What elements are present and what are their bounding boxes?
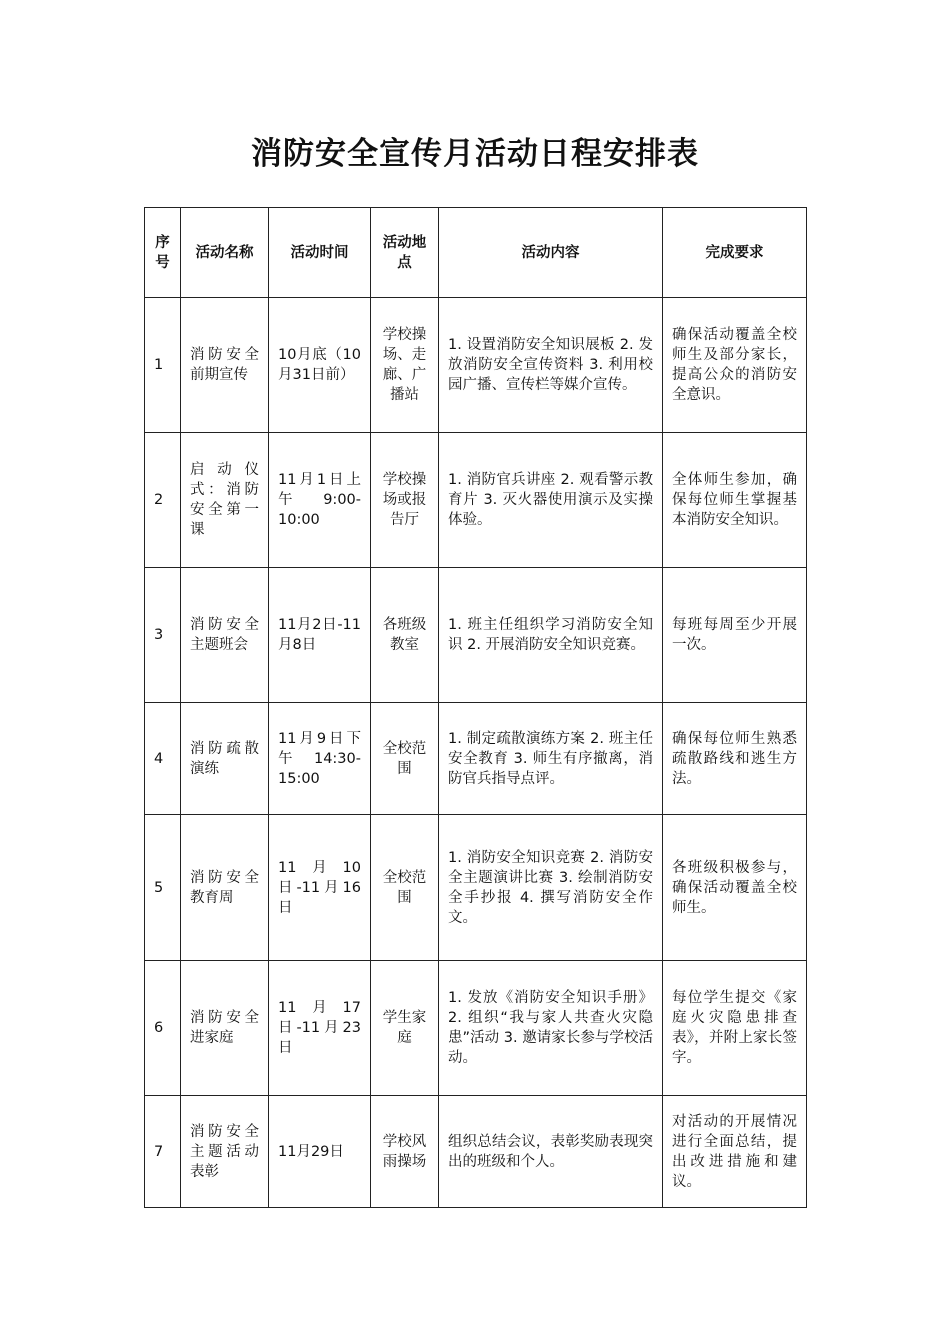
cell-content: 1. 设置消防安全知识展板 2. 发放消防安全宣传资料 3. 利用校园广播、宣传栏等媒介宣传。 bbox=[439, 298, 663, 433]
cell-time: 11月17日-11月23日 bbox=[269, 961, 371, 1096]
cell-content: 1. 消防官兵讲座 2. 观看警示教育片 3. 灭火器使用演示及实操体验。 bbox=[439, 433, 663, 568]
table-row bbox=[145, 433, 807, 568]
header-place: 活动地点 bbox=[371, 208, 439, 298]
cell-requirement: 每班每周至少开展一次。 bbox=[663, 568, 807, 703]
header-no: 序号 bbox=[145, 208, 181, 298]
header-content: 活动内容 bbox=[439, 208, 663, 298]
cell-requirement: 对活动的开展情况进行全面总结，提出改进措施和建议。 bbox=[663, 1096, 807, 1208]
cell-time: 11月1日上午9:00-10:00 bbox=[269, 433, 371, 568]
cell-name: 消防安全教育周 bbox=[181, 815, 269, 961]
cell-content: 1. 班主任组织学习消防安全知识 2. 开展消防安全知识竞赛。 bbox=[439, 568, 663, 703]
cell-time: 11月9日下午14:30-15:00 bbox=[269, 703, 371, 815]
table-row bbox=[145, 568, 807, 703]
cell-place: 全校范围 bbox=[371, 703, 439, 815]
cell-name: 启动仪式：消防安全第一课 bbox=[181, 433, 269, 568]
cell-time: 11月29日 bbox=[269, 1096, 371, 1208]
cell-no: 3 bbox=[145, 568, 181, 703]
cell-no: 7 bbox=[145, 1096, 181, 1208]
document-title: 消防安全宣传月活动日程安排表 bbox=[251, 136, 699, 172]
cell-content: 1. 制定疏散演练方案 2. 班主任安全教育 3. 师生有序撤离，消防官兵指导点评。 bbox=[439, 703, 663, 815]
table-row bbox=[145, 1096, 807, 1208]
cell-requirement: 每位学生提交《家庭火灾隐患排查表》，并附上家长签字。 bbox=[663, 961, 807, 1096]
cell-name: 消防安全进家庭 bbox=[181, 961, 269, 1096]
cell-place: 全校范围 bbox=[371, 815, 439, 961]
cell-no: 4 bbox=[145, 703, 181, 815]
cell-name: 消防安全主题班会 bbox=[181, 568, 269, 703]
cell-place: 学校操场、走廊、广播站 bbox=[371, 298, 439, 433]
cell-requirement: 全体师生参加，确保每位师生掌握基本消防安全知识。 bbox=[663, 433, 807, 568]
cell-requirement: 确保活动覆盖全校师生及部分家长，提高公众的消防安全意识。 bbox=[663, 298, 807, 433]
header-requirement: 完成要求 bbox=[663, 208, 807, 298]
cell-name: 消防安全主题活动表彰 bbox=[181, 1096, 269, 1208]
cell-time: 10月底（10月31日前） bbox=[269, 298, 371, 433]
cell-place: 学校风雨操场 bbox=[371, 1096, 439, 1208]
cell-content: 1. 发放《消防安全知识手册》2. 组织“我与家人共查火灾隐患”活动 3. 邀请家长参与学校活动。 bbox=[439, 961, 663, 1096]
cell-no: 1 bbox=[145, 298, 181, 433]
header-time: 活动时间 bbox=[269, 208, 371, 298]
table-row bbox=[145, 961, 807, 1096]
table-row bbox=[145, 815, 807, 961]
cell-requirement: 确保每位师生熟悉疏散路线和逃生方法。 bbox=[663, 703, 807, 815]
cell-no: 2 bbox=[145, 433, 181, 568]
cell-place: 学校操场或报告厅 bbox=[371, 433, 439, 568]
header-name: 活动名称 bbox=[181, 208, 269, 298]
cell-name: 消防安全前期宣传 bbox=[181, 298, 269, 433]
table-row bbox=[145, 298, 807, 433]
cell-content: 1. 消防安全知识竞赛 2. 消防安全主题演讲比赛 3. 绘制消防安全手抄报 4. 撰写消防安全作文。 bbox=[439, 815, 663, 961]
cell-no: 5 bbox=[145, 815, 181, 961]
cell-time: 11月10日-11月16日 bbox=[269, 815, 371, 961]
cell-no: 6 bbox=[145, 961, 181, 1096]
table-row bbox=[145, 703, 807, 815]
cell-place: 学生家庭 bbox=[371, 961, 439, 1096]
header-row bbox=[145, 208, 807, 298]
cell-time: 11月2日-11月8日 bbox=[269, 568, 371, 703]
cell-content: 组织总结会议，表彰奖励表现突出的班级和个人。 bbox=[439, 1096, 663, 1208]
cell-requirement: 各班级积极参与，确保活动覆盖全校师生。 bbox=[663, 815, 807, 961]
cell-place: 各班级教室 bbox=[371, 568, 439, 703]
schedule-table bbox=[144, 207, 807, 1208]
cell-name: 消防疏散演练 bbox=[181, 703, 269, 815]
